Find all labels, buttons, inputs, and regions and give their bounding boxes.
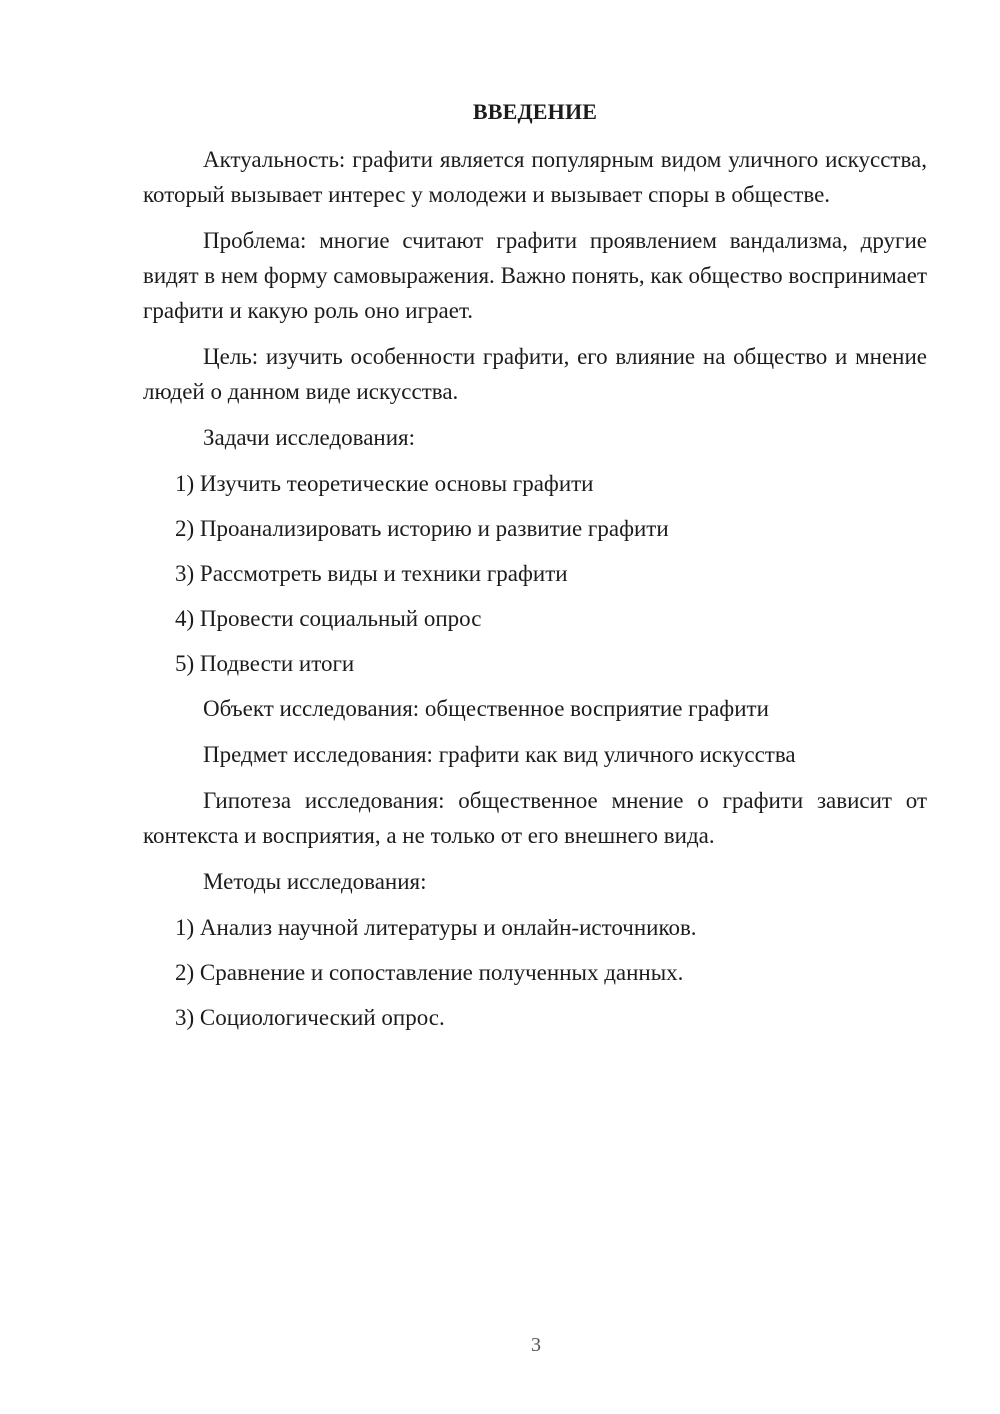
problem-paragraph: Проблема: многие считают графити проявлением вандализма, другие видят в нем форму самовыражения. Важно понять, как общество воспринимает графити и какую роль оно играет. (143, 228, 927, 323)
object-paragraph: Объект исследования: общественное восприятие графити (203, 696, 769, 721)
task-item: 4) Провести социальный опрос (175, 606, 482, 631)
task-item: 5) Подвести итоги (175, 651, 355, 676)
task-item: 3) Рассмотреть виды и техники графити (175, 561, 568, 586)
relevance-paragraph: Актуальность: графити является популярным видом уличного искусства, который вызывает интерес у молодежи и вызывает споры в обществе. (143, 147, 927, 207)
method-item: 3) Социологический опрос. (175, 1005, 445, 1030)
task-item: 2) Проанализировать историю и развитие графити (175, 516, 669, 541)
page-body (143, 94, 927, 1045)
method-item: 1) Анализ научной литературы и онлайн-источников. (175, 915, 697, 940)
hypothesis-paragraph: Гипотеза исследования: общественное мнение о графити зависит от контекста и восприятия, а не только от его внешнего вида. (143, 788, 927, 848)
page-number: 3 (531, 1334, 541, 1356)
tasks-title: Задачи исследования: (203, 425, 416, 450)
section-heading: ВВЕДЕНИЕ (472, 99, 598, 124)
method-item: 2) Сравнение и сопоставление полученных данных. (175, 960, 684, 985)
methods-title: Методы исследования: (203, 869, 427, 894)
subject-paragraph: Предмет исследования: графити как вид уличного искусства (203, 742, 796, 767)
task-item: 1) Изучить теоретические основы графити (175, 471, 594, 496)
goal-paragraph: Цель: изучить особенности графити, его влияние на общество и мнение людей о данном виде искусства. (143, 344, 927, 404)
